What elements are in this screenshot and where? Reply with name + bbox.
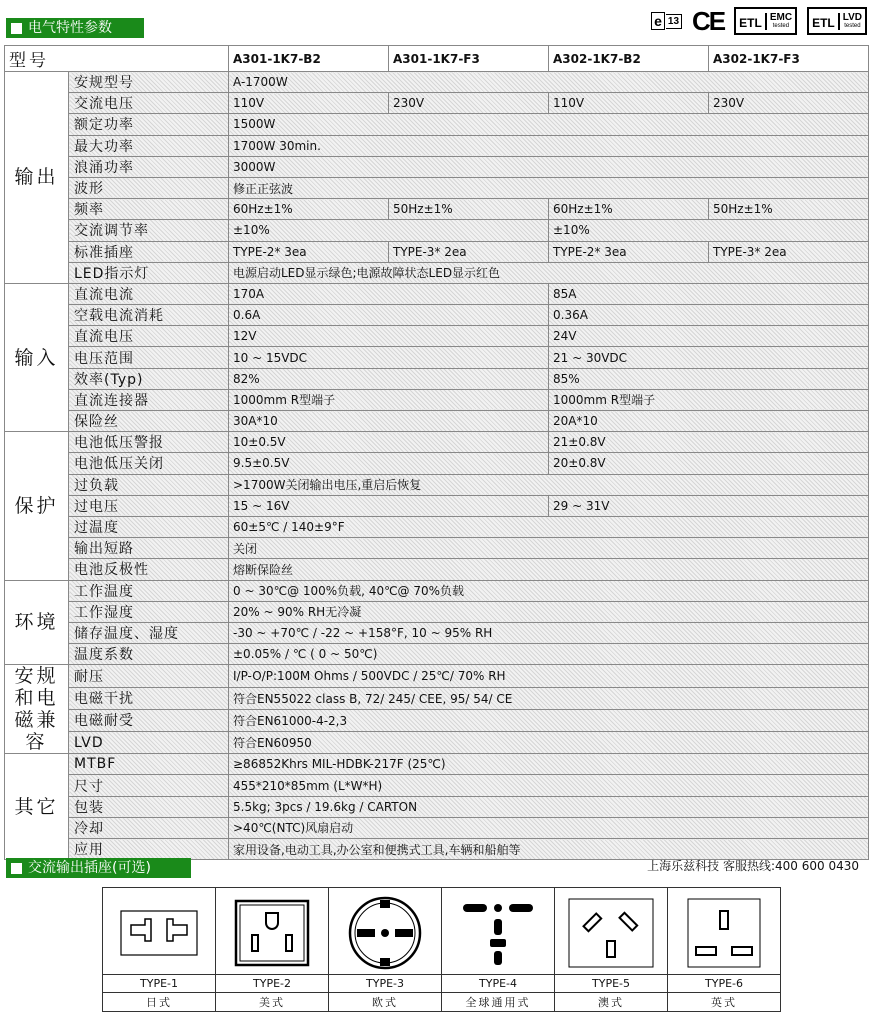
spec-value: 230V [389, 93, 549, 114]
spec-item-label: MTBF [69, 754, 229, 775]
etl-lvd-mark-icon [807, 7, 867, 35]
etl-label: ETL [809, 13, 840, 30]
spec-row [5, 453, 869, 474]
socket-type-name: TYPE-3 [329, 975, 442, 993]
ce-mark-icon [692, 6, 724, 37]
etl-label: ETL [736, 13, 767, 30]
spec-value: 1500W [229, 114, 869, 135]
spec-value: 1000mm R型端子 [549, 389, 869, 410]
spec-item-label: 波形 [69, 177, 229, 198]
spec-row [5, 368, 869, 389]
spec-value: TYPE-3* 2ea [709, 241, 869, 262]
socket-cell [103, 888, 216, 975]
spec-value: A-1700W [229, 72, 869, 93]
spec-item-label: 空载电流消耗 [69, 305, 229, 326]
e-mark-letter: e [651, 12, 665, 30]
lvd-label: LVD [842, 12, 862, 23]
spec-value: >40℃(NTC)风扇启动 [229, 817, 869, 838]
spec-item-label: 频率 [69, 199, 229, 220]
spec-value: TYPE-3* 2ea [389, 241, 549, 262]
emc-label: EMC [769, 12, 793, 23]
spec-value: 1000mm R型端子 [229, 389, 549, 410]
spec-row [5, 199, 869, 220]
spec-value: 0.36A [549, 305, 869, 326]
spec-value: 50Hz±1% [389, 199, 549, 220]
spec-row [5, 817, 869, 838]
square-bullet-icon [11, 23, 22, 34]
spec-item-label: 交流调节率 [69, 220, 229, 241]
spec-row [5, 796, 869, 817]
spec-row [5, 283, 869, 304]
spec-item-label: 尺寸 [69, 775, 229, 796]
section-header-electrical [6, 18, 144, 38]
spec-row [5, 665, 869, 687]
spec-value: 85% [549, 368, 869, 389]
model-name: A301-1K7-F3 [389, 46, 549, 72]
spec-value: 10 ~ 15VDC [229, 347, 549, 368]
spec-item-label: 直流电压 [69, 326, 229, 347]
socket-cell [555, 888, 668, 975]
spec-item-label: 电池反极性 [69, 559, 229, 580]
spec-value: 170A [229, 283, 549, 304]
spec-value: 21 ~ 30VDC [549, 347, 869, 368]
spec-item-label: 电池低压警报 [69, 432, 229, 453]
socket-type-name: TYPE-1 [103, 975, 216, 993]
spec-item-label: 应用 [69, 839, 229, 860]
spec-item-label: 标准插座 [69, 241, 229, 262]
spec-row [5, 644, 869, 665]
spec-row [5, 474, 869, 495]
spec-value: 3000W [229, 156, 869, 177]
spec-value: TYPE-2* 3ea [229, 241, 389, 262]
spec-row [5, 732, 869, 754]
spec-value: 85A [549, 283, 869, 304]
spec-row [5, 516, 869, 537]
socket-region: 澳式 [555, 993, 668, 1012]
socket-cell [216, 888, 329, 975]
spec-value: 110V [549, 93, 709, 114]
spec-row [5, 754, 869, 775]
spec-value: 符合EN55022 class B, 72/ 245/ CEE, 95/ 54/ CE [229, 687, 869, 709]
au-socket-icon [561, 891, 661, 971]
spec-value: -30 ~ +70℃ / -22 ~ +158°F, 10 ~ 95% RH [229, 622, 869, 643]
spec-value: 0 ~ 30℃@ 100%负载, 40℃@ 70%负载 [229, 580, 869, 601]
socket-type-name: TYPE-5 [555, 975, 668, 993]
spec-row [5, 709, 869, 731]
spec-item-label: LED指示灯 [69, 262, 229, 283]
spec-item-label: 过负载 [69, 474, 229, 495]
spec-item-label: 工作湿度 [69, 601, 229, 622]
spec-value: 20±0.8V [549, 453, 869, 474]
spec-value: 230V [709, 93, 869, 114]
spec-item-label: 额定功率 [69, 114, 229, 135]
ce-mark-text: CE [692, 5, 725, 36]
spec-item-label: 过温度 [69, 516, 229, 537]
japan-socket-icon [109, 891, 209, 971]
spec-row [5, 220, 869, 241]
spec-row [5, 687, 869, 709]
spec-item-label: 温度系数 [69, 644, 229, 665]
square-bullet-icon [11, 863, 22, 874]
spec-item-label: 电磁干扰 [69, 687, 229, 709]
spec-value: 24V [549, 326, 869, 347]
spec-row [5, 538, 869, 559]
spec-row [5, 559, 869, 580]
spec-value: 12V [229, 326, 549, 347]
hotline-text: 上海乐兹科技 客服热线:400 600 0430 [647, 859, 859, 873]
spec-table [4, 45, 869, 860]
spec-value: 修正正弦波 [229, 177, 869, 198]
spec-item-label: 工作温度 [69, 580, 229, 601]
tested-label: tested [844, 23, 861, 29]
socket-cell [329, 888, 442, 975]
certification-marks [651, 7, 867, 35]
spec-value: ±10% [549, 220, 869, 241]
socket-types-table [102, 887, 781, 1012]
spec-value: >1700W关闭输出电压,重启后恢复 [229, 474, 869, 495]
spec-row [5, 775, 869, 796]
category-label: 环境 [5, 580, 69, 665]
spec-row [5, 93, 869, 114]
spec-row [5, 580, 869, 601]
spec-value: 21±0.8V [549, 432, 869, 453]
universal-socket-icon [448, 891, 548, 971]
spec-row [5, 177, 869, 198]
spec-value: 家用设备,电动工具,办公室和便携式工具,车辆和船舶等 [229, 839, 869, 860]
spec-value: I/P-O/P:100M Ohms / 500VDC / 25℃/ 70% RH [229, 665, 869, 687]
model-header-row [5, 46, 869, 72]
etl-emc-mark-icon [734, 7, 797, 35]
spec-row [5, 135, 869, 156]
spec-item-label: 过电压 [69, 495, 229, 516]
spec-item-label: 保险丝 [69, 411, 229, 432]
category-label: 输入 [5, 283, 69, 431]
spec-value: 符合EN61000-4-2,3 [229, 709, 869, 731]
spec-item-label: 冷却 [69, 817, 229, 838]
spec-row [5, 432, 869, 453]
spec-item-label: 交流电压 [69, 93, 229, 114]
spec-value: 20% ~ 90% RH无冷凝 [229, 601, 869, 622]
socket-region: 欧式 [329, 993, 442, 1012]
spec-item-label: 电压范围 [69, 347, 229, 368]
spec-value: 10±0.5V [229, 432, 549, 453]
spec-row [5, 411, 869, 432]
spec-value: 50Hz±1% [709, 199, 869, 220]
spec-value: 29 ~ 31V [549, 495, 869, 516]
socket-cell [442, 888, 555, 975]
section-header-sockets [6, 858, 191, 878]
section-title: 交流输出插座(可选) [28, 860, 151, 876]
spec-row [5, 495, 869, 516]
socket-region: 美式 [216, 993, 329, 1012]
spec-item-label: 包装 [69, 796, 229, 817]
category-label: 安规和电磁兼容 [5, 665, 69, 754]
spec-value: ±10% [229, 220, 549, 241]
spec-item-label: 效率(Typ) [69, 368, 229, 389]
spec-row [5, 114, 869, 135]
spec-value: TYPE-2* 3ea [549, 241, 709, 262]
spec-value: 60Hz±1% [229, 199, 389, 220]
category-label: 其它 [5, 754, 69, 860]
spec-value: 82% [229, 368, 549, 389]
spec-row [5, 347, 869, 368]
spec-value: 60Hz±1% [549, 199, 709, 220]
spec-row [5, 622, 869, 643]
spec-item-label: 安规型号 [69, 72, 229, 93]
spec-value: 9.5±0.5V [229, 453, 549, 474]
spec-value: 5.5kg; 3pcs / 19.6kg / CARTON [229, 796, 869, 817]
socket-cell [668, 888, 781, 975]
spec-item-label: 耐压 [69, 665, 229, 687]
spec-row [5, 72, 869, 93]
e13-mark-icon [651, 12, 682, 30]
spec-item-label: 输出短路 [69, 538, 229, 559]
eu-schuko-socket-icon [335, 891, 435, 971]
socket-region: 英式 [668, 993, 781, 1012]
spec-item-label: LVD [69, 732, 229, 754]
category-label: 输出 [5, 72, 69, 284]
spec-value: 60±5℃ / 140±9°F [229, 516, 869, 537]
spec-value: 熔断保险丝 [229, 559, 869, 580]
spec-row [5, 601, 869, 622]
socket-region: 全球通用式 [442, 993, 555, 1012]
e-mark-number: 13 [666, 14, 682, 29]
socket-type-name: TYPE-2 [216, 975, 329, 993]
spec-row [5, 241, 869, 262]
section-title: 电气特性参数 [28, 20, 112, 36]
spec-value: 符合EN60950 [229, 732, 869, 754]
spec-value: 电源启动LED显示绿色;电源故障状态LED显示红色 [229, 262, 869, 283]
spec-value: 20A*10 [549, 411, 869, 432]
model-name: A302-1K7-B2 [549, 46, 709, 72]
spec-value: 15 ~ 16V [229, 495, 549, 516]
socket-region: 日式 [103, 993, 216, 1012]
spec-row [5, 389, 869, 410]
spec-value: 1700W 30min. [229, 135, 869, 156]
uk-socket-icon [674, 891, 774, 971]
spec-value: 30A*10 [229, 411, 549, 432]
spec-row [5, 326, 869, 347]
us-socket-icon [222, 891, 322, 971]
spec-value: ≥86852Khrs MIL-HDBK-217F (25℃) [229, 754, 869, 775]
spec-value: 0.6A [229, 305, 549, 326]
model-name: A301-1K7-B2 [229, 46, 389, 72]
model-name: A302-1K7-F3 [709, 46, 869, 72]
tested-label: tested [772, 23, 790, 29]
spec-value: 关闭 [229, 538, 869, 559]
spec-item-label: 直流电流 [69, 283, 229, 304]
spec-item-label: 电池低压关闭 [69, 453, 229, 474]
spec-item-label: 最大功率 [69, 135, 229, 156]
spec-value: ±0.05% / ℃ ( 0 ~ 50℃) [229, 644, 869, 665]
spec-item-label: 电磁耐受 [69, 709, 229, 731]
socket-type-name: TYPE-6 [668, 975, 781, 993]
spec-row [5, 262, 869, 283]
spec-row [5, 305, 869, 326]
category-label: 保护 [5, 432, 69, 580]
socket-type-name: TYPE-4 [442, 975, 555, 993]
spec-row [5, 156, 869, 177]
spec-item-label: 直流连接器 [69, 389, 229, 410]
spec-item-label: 浪涌功率 [69, 156, 229, 177]
spec-value: 455*210*85mm (L*W*H) [229, 775, 869, 796]
spec-value: 110V [229, 93, 389, 114]
spec-item-label: 储存温度、湿度 [69, 622, 229, 643]
model-label: 型号 [5, 46, 229, 72]
